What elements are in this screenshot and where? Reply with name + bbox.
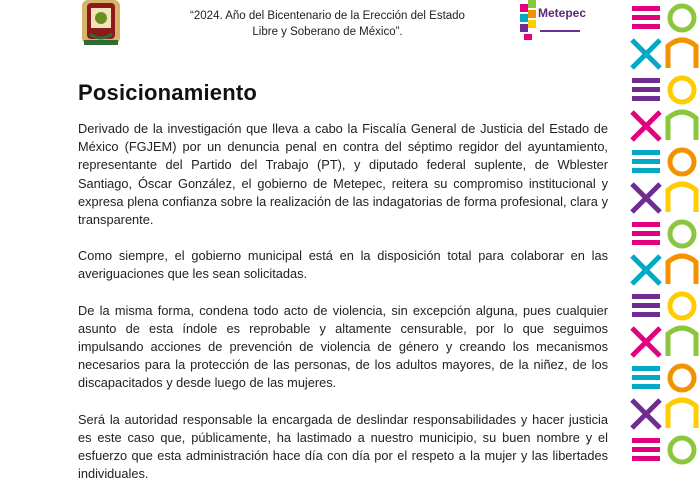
document-title: Posicionamiento bbox=[78, 80, 258, 105]
header-slogan bbox=[160, 8, 495, 40]
pattern-tile bbox=[668, 256, 696, 284]
paragraph-4: Será la autoridad responsable la encargada de deslindar responsabilidades y hacer justicia es este caso que, públicamente, ha lastimado a nuestro municipio, su buen nombre y el esfuerzo que esta administración hace día con día por el respeto a la mujer y las libertades individuales. bbox=[78, 411, 608, 482]
municipal-seal-icon bbox=[78, 0, 124, 46]
pattern-tile bbox=[632, 6, 660, 29]
pattern-tile bbox=[632, 150, 660, 173]
pattern-tile bbox=[632, 184, 660, 212]
paragraph-3: De la misma forma, condena todo acto de violencia, sin excepción alguna, pues cualquier asunto de esta índole es reprobable y altamente censurable, por lo que seguimos impulsando acciones de prevención de violencia de género y creando los mecanismos necesarios para la protección de las personas, de los adultos mayores, de la niñez, de los discapacitados y desde luego de las mujeres. bbox=[78, 302, 608, 391]
pattern-tile bbox=[670, 150, 694, 174]
pattern-tile bbox=[670, 294, 694, 318]
pattern-tile bbox=[668, 184, 696, 212]
pattern-tile bbox=[632, 112, 660, 140]
pattern-tile bbox=[670, 438, 694, 462]
pattern-tile bbox=[632, 400, 660, 428]
pattern-tile bbox=[632, 328, 660, 356]
pattern-tile bbox=[668, 400, 696, 428]
pattern-tile bbox=[632, 438, 660, 461]
pattern-tile bbox=[632, 78, 660, 101]
pattern-graphic-icon bbox=[628, 0, 700, 467]
pattern-tile bbox=[668, 112, 696, 140]
pattern-tile bbox=[670, 6, 694, 30]
logo-wordmark: Metepec bbox=[538, 6, 587, 20]
pattern-tile bbox=[632, 40, 660, 68]
pattern-tile bbox=[670, 78, 694, 102]
pattern-tile bbox=[668, 328, 696, 356]
pattern-tile bbox=[670, 222, 694, 246]
document-body bbox=[78, 120, 608, 501]
slogan-line-2: Libre y Soberano de México”. bbox=[252, 26, 403, 38]
decorative-pattern-band bbox=[628, 0, 700, 467]
pattern-tile bbox=[632, 294, 660, 317]
pattern-tile bbox=[632, 366, 660, 389]
slogan-line-1: “2024. Año del Bicentenario de la Erección del Estado bbox=[190, 10, 465, 22]
pattern-tile bbox=[632, 222, 660, 245]
paragraph-1: Derivado de la investigación que lleva a cabo la Fiscalía General de Justicia del Estado de México (FGJEM) por un denuncia penal en contra del séptimo regidor del ayuntamiento, representante del Partido del Trabajo (PT), y diputado federal suplente, de Wblester Santiago, Óscar González, el gobierno de Metepec, reitera su compromiso institucional y expresa plena confianza sobre la realización de las indagatorias de forma profesional, clara y transparente. bbox=[78, 121, 608, 228]
pattern-tile bbox=[670, 366, 694, 390]
pattern-tile bbox=[632, 256, 660, 284]
pattern-tile bbox=[668, 40, 696, 68]
paragraph-2: Como siempre, el gobierno municipal está en la disposición total para colaborar en las averiguaciones que les sean solicitadas. bbox=[78, 248, 608, 282]
